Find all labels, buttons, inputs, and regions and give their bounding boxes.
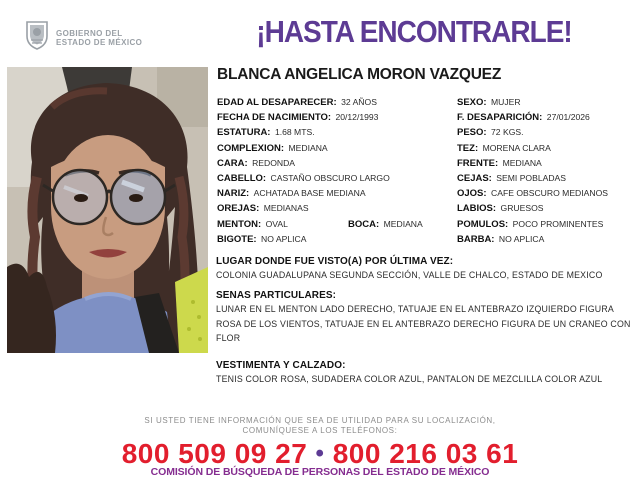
poster-title: ¡HASTA ENCONTRARLE!: [256, 15, 572, 49]
section-clothing-label: VESTIMENTA Y CALZADO:: [216, 360, 346, 371]
field-value: SEMI POBLADAS: [496, 172, 567, 183]
field-label: MENTON:: [217, 218, 262, 230]
field-label: COMPLEXION:: [217, 142, 285, 154]
state-emblem-icon: [24, 20, 50, 55]
field-value: 20/12/1993: [335, 112, 379, 123]
field-label: FRENTE:: [457, 157, 499, 169]
field-value: POCO PROMINENTES: [512, 218, 604, 229]
field-row-peso: [457, 122, 637, 137]
field-value: 1.68 MTS.: [274, 127, 315, 138]
field-value: OVAL: [265, 218, 288, 229]
field-row-desaparicion: [457, 107, 637, 122]
field-label: BIGOTE:: [217, 233, 257, 245]
field-label: EDAD AL DESAPARECER:: [217, 97, 337, 108]
section-clothing-value: TENIS COLOR ROSA, SUDADERA COLOR AZUL, PANTALON DE MEZCLILLA COLOR AZUL: [216, 374, 603, 384]
field-value: REDONDA: [252, 157, 296, 168]
field-row-estatura: [217, 122, 457, 137]
person-name: BLANCA ANGELICA MORON VAZQUEZ: [217, 66, 502, 83]
field-value: MEDIANA: [383, 219, 423, 229]
field-label: OREJAS:: [217, 203, 260, 215]
field-value: 72 KGS.: [491, 127, 524, 138]
field-label: CABELLO:: [217, 172, 267, 184]
logo-line1: GOBIERNO DEL: [56, 28, 123, 38]
logo-line2: ESTADO DE MÉXICO: [56, 37, 143, 47]
footer-info-line1: SI USTED TIENE INFORMACIÓN QUE SEA DE UTILIDAD PARA SU LOCALIZACIÓN,: [144, 416, 496, 425]
field-value: MORENA CLARA: [482, 142, 551, 153]
field-row-nacimiento: [217, 107, 457, 122]
field-row-frente: [457, 153, 637, 168]
footer-info-text: [0, 416, 640, 436]
field-value: GRUESOS: [500, 203, 544, 214]
field-label: F. DESAPARICIÓN:: [457, 112, 543, 124]
field-value: 32 AÑOS: [341, 97, 377, 107]
field-label: LABIOS:: [457, 203, 497, 215]
field-value: NO APLICA: [498, 233, 545, 244]
field-label: FECHA DE NACIMIENTO:: [217, 112, 331, 124]
section-last-seen-label: LUGAR DONDE FUE VISTO(A) POR ÚLTIMA VEZ:: [216, 256, 454, 267]
field-row-pomulos: [457, 214, 637, 229]
logo-text: [56, 29, 142, 47]
section-particular-signs: [216, 290, 640, 346]
field-row-complexion: [217, 138, 457, 153]
commission-name: COMISIÓN DE BÚSQUEDA DE PERSONAS DEL ESTADO DE MÉXICO: [150, 466, 490, 478]
field-row-cara: [217, 153, 457, 168]
field-row-edad: [217, 92, 457, 107]
field-label: ESTATURA:: [217, 127, 271, 139]
field-row-orejas: [217, 198, 457, 213]
field-row-cabello: [217, 168, 457, 183]
missing-person-photo: [7, 67, 208, 353]
field-value: MUJER: [491, 97, 521, 107]
section-last-seen-value: COLONIA GUADALUPANA SEGUNDA SECCIÓN, VALLE DE CHALCO, ESTADO DE MEXICO: [216, 270, 603, 280]
field-row-boca: [348, 214, 423, 229]
field-row-barba: [457, 229, 637, 244]
footer-info-line2: COMUNÍQUESE A LOS TELÉFONOS:: [242, 426, 398, 435]
field-value: 27/01/2026: [546, 112, 590, 123]
field-row-cejas: [457, 168, 637, 183]
field-value: CAFE OBSCURO MEDIANOS: [491, 188, 609, 199]
field-label: TEZ:: [457, 142, 479, 154]
details-column-right: [457, 92, 637, 244]
field-label: SEXO:: [457, 97, 487, 108]
field-row-bigote: [217, 229, 457, 244]
field-value: NO APLICA: [261, 233, 307, 244]
field-value: MEDIANAS: [263, 203, 309, 214]
field-value: MEDIANA: [288, 142, 328, 153]
field-value: CASTAÑO OBSCURO LARGO: [270, 172, 390, 183]
field-label: BARBA:: [457, 233, 495, 245]
field-label: BOCA:: [348, 219, 380, 230]
field-label: CEJAS:: [457, 172, 492, 184]
field-row-labios: [457, 198, 637, 213]
phone-number-2: 800 216 03 61: [332, 438, 519, 469]
field-label: CARA:: [217, 157, 248, 169]
section-signs-label: SENAS PARTICULARES:: [216, 290, 337, 301]
field-label: POMULOS:: [457, 218, 509, 230]
section-clothing: [216, 360, 638, 387]
phone-number-1: 800 509 09 27: [121, 438, 308, 469]
field-label: OJOS:: [457, 188, 487, 200]
field-row-ojos: [457, 183, 637, 198]
government-logo: [24, 20, 142, 55]
field-value: MEDIANA: [502, 157, 542, 168]
field-value: ACHATADA BASE MEDIANA: [253, 188, 366, 199]
bullet-separator: •: [315, 440, 325, 467]
section-signs-value: LUNAR EN EL MENTON LADO DERECHO, TATUAJE EN EL ANTEBRAZO IZQUIERDO FIGURA ROSA DE LOS VIENTOS, TATUAJE EN EL ANTEBRAZO DERECHO FIGURA DE UN CRANEO CON FLOR: [216, 304, 631, 344]
field-row-tez: [457, 138, 637, 153]
field-label: PESO:: [457, 127, 487, 139]
field-row-sexo: [457, 92, 637, 107]
section-last-seen: [216, 256, 638, 283]
field-label: NARIZ:: [217, 188, 250, 200]
field-row-nariz: [217, 183, 457, 198]
